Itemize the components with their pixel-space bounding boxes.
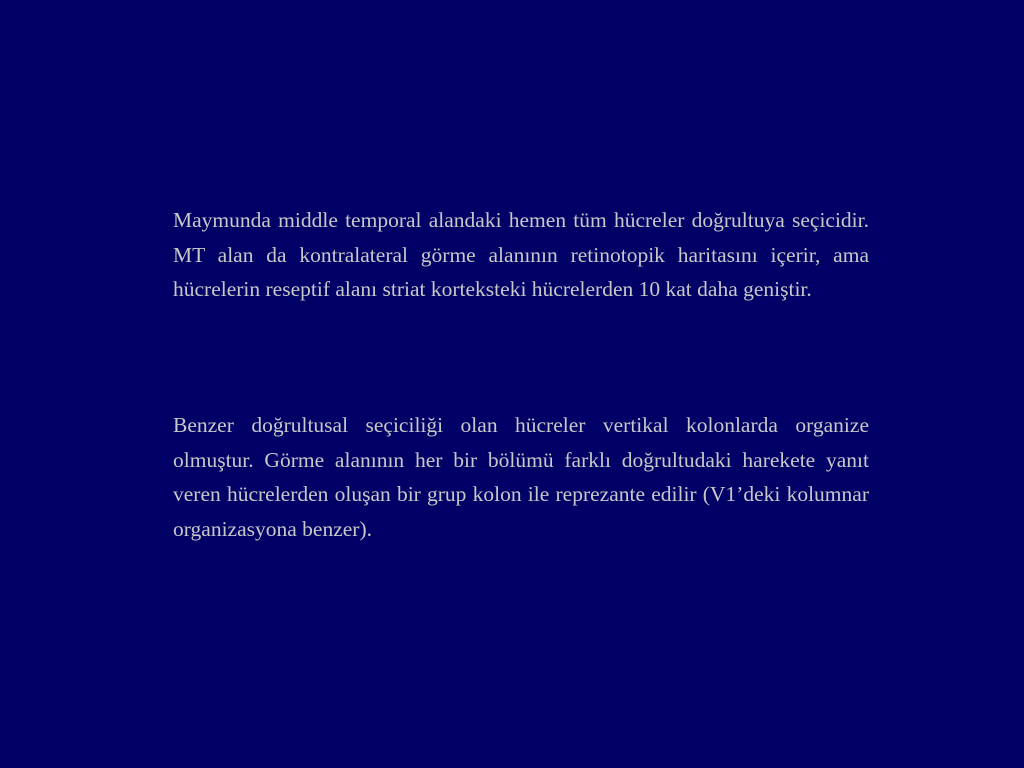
paragraph-mt-direction-selectivity: Maymunda middle temporal alandaki hemen tüm hücreler doğrultuya seçicidir. MT alan da kontralateral görme alanının retinotopik haritasını içerir, ama hücrelerin reseptif alanı striat korteksteki hücrelerden 10 kat daha geniştir.: [173, 208, 869, 301]
paragraph-columnar-organization: Benzer doğrultusal seçiciliği olan hücreler vertikal kolonlarda organize olmuştur. Görme alanının her bir bölümü farklı doğrultudaki harekete yanıt veren hücrelerden oluşan bir grup kolon ile reprezante edilir (V1’deki kolumnar organizasyona benzer).: [173, 413, 869, 541]
